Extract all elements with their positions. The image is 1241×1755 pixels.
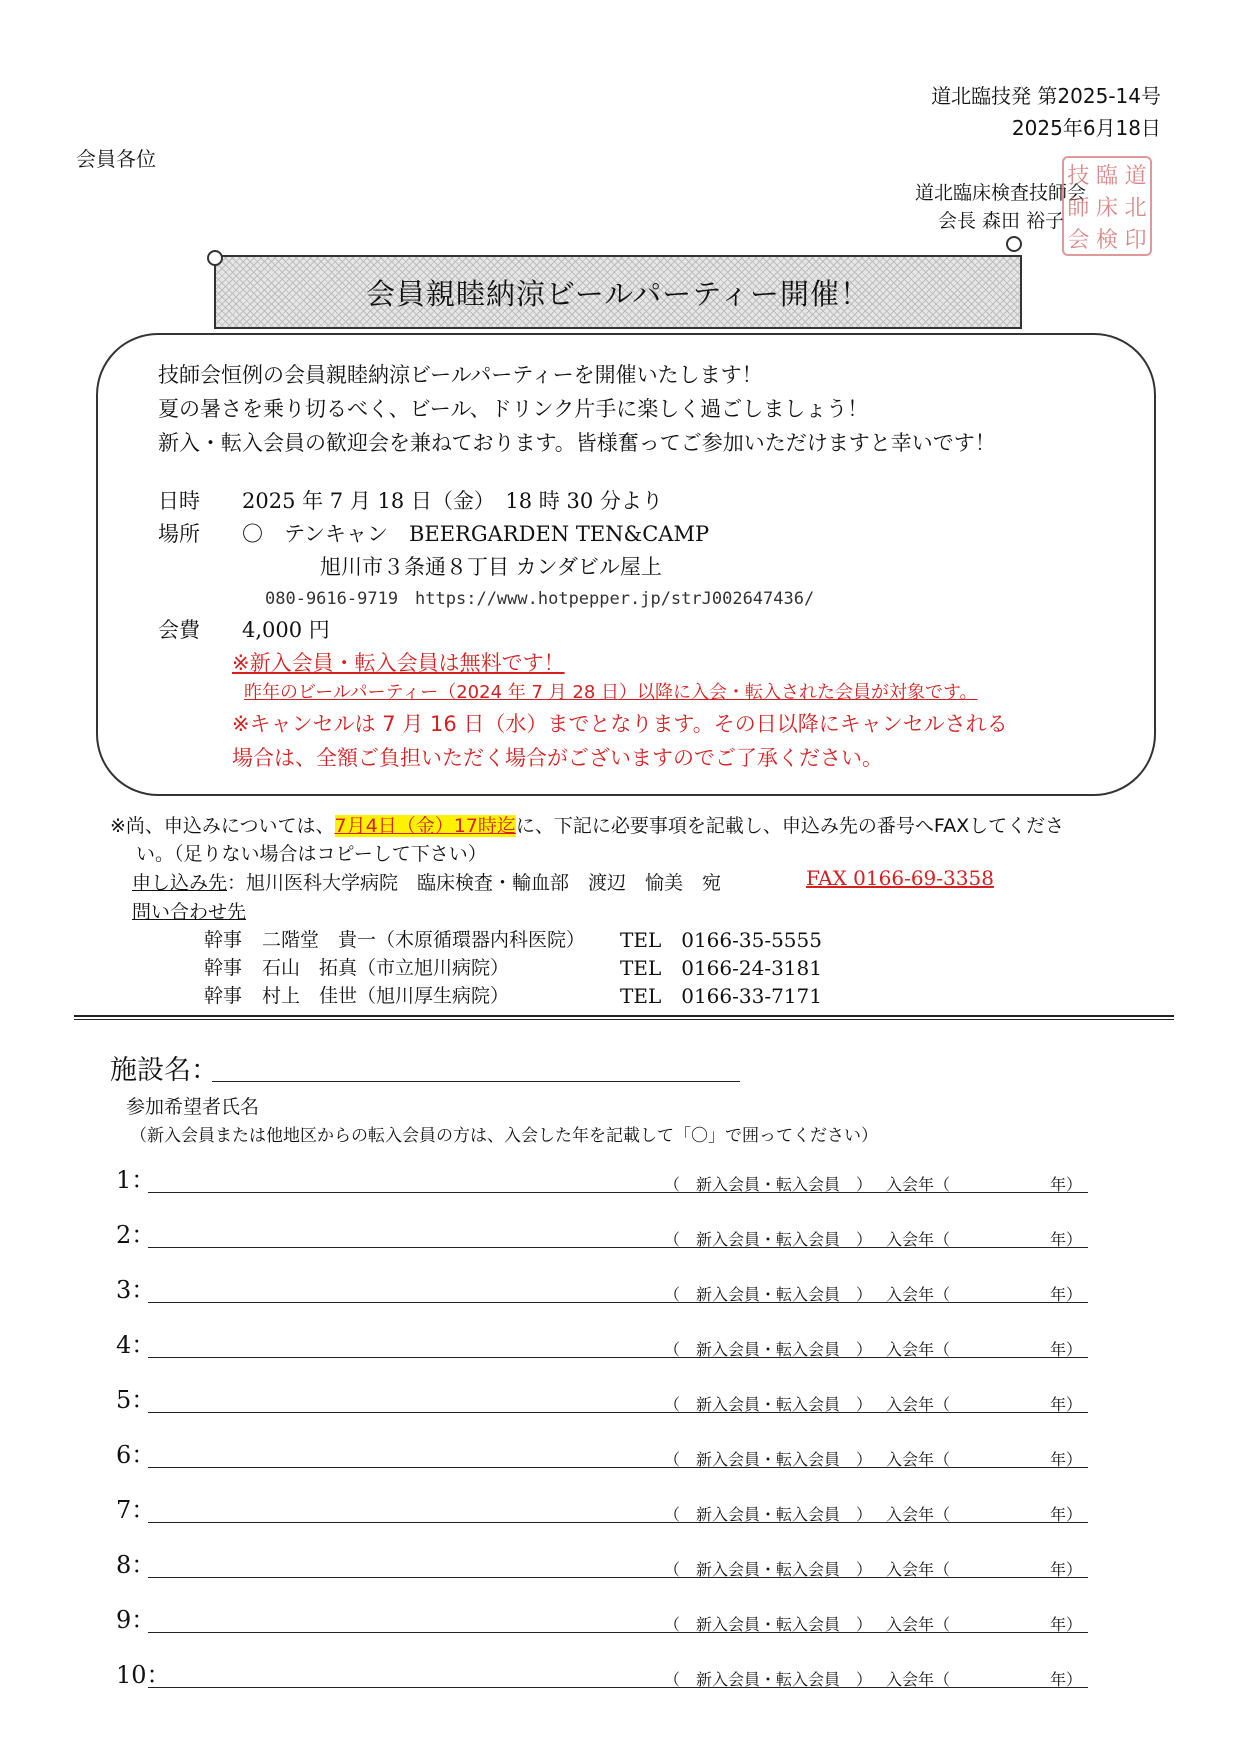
inquiry-label: 問い合わせ先 — [132, 901, 247, 923]
document-number: 道北臨技発 第2025-14号 — [931, 84, 1161, 108]
member-type-options[interactable]: （ 新入会員・転入会員 ） — [664, 1560, 873, 1579]
recipient: 会員各位 — [76, 147, 156, 171]
deadline-highlight: 7月4日（金）17時迄 — [334, 815, 516, 837]
join-year-label: 入会年（ — [886, 1340, 951, 1359]
contact-name-1: 二階堂 貴一（木原循環器内科医院） — [262, 929, 586, 951]
contact-name-3: 村上 佳世（旭川厚生病院） — [262, 985, 510, 1007]
intro-line-1: 技師会恒例の会員親睦納涼ビールパーティーを開催いたします！ — [158, 363, 763, 387]
row-number: 10： — [116, 1661, 171, 1689]
fee-value: 4,000 円 — [242, 618, 330, 642]
member-type-options[interactable]: （ 新入会員・転入会員 ） — [664, 1230, 873, 1249]
cancel-note-2: 場合は、全額ご負担いただく場合がございますのでご了承ください。 — [232, 746, 883, 770]
join-year-label: 入会年（ — [886, 1670, 951, 1689]
join-year-label: 入会年（ — [886, 1230, 951, 1249]
member-type-options[interactable]: （ 新入会員・転入会員 ） — [664, 1450, 873, 1469]
member-type-options[interactable]: （ 新入会員・転入会員 ） — [664, 1285, 873, 1304]
facility-name-field[interactable] — [212, 1051, 740, 1082]
contact-tel-3: TEL 0166-33-7171 — [620, 984, 822, 1008]
contact-role-3: 幹事 — [204, 985, 243, 1007]
join-year-end: 年） — [1050, 1340, 1083, 1359]
member-type-options[interactable]: （ 新入会員・転入会員 ） — [664, 1395, 873, 1414]
join-year-label: 入会年（ — [886, 1505, 951, 1524]
datetime-label: 日時 — [158, 489, 200, 513]
join-year-label: 入会年（ — [886, 1175, 951, 1194]
row-number: 9： — [116, 1606, 156, 1634]
destination-line: 申し込み先：旭川医科大学病院 臨床検査・輸血部 渡辺 愉美 宛 — [132, 872, 722, 894]
contact-tel-1: TEL 0166-35-5555 — [620, 928, 822, 952]
join-year-end: 年） — [1050, 1450, 1083, 1469]
official-seal-stamp: 技 臨 道 師 床 北 会 検 印 — [1062, 156, 1152, 256]
place-label: 場所 — [158, 522, 200, 546]
fee-note-eligibility: 昨年のビールパーティー（2024 年 7 月 28 日）以降に入会・転入された会員が対象です。 — [244, 682, 978, 703]
title-banner — [214, 255, 1022, 329]
join-year-end: 年） — [1050, 1175, 1083, 1194]
join-year-label: 入会年（ — [886, 1560, 951, 1579]
member-type-options[interactable]: （ 新入会員・転入会員 ） — [664, 1615, 873, 1634]
application-instructions: ※尚、申込みについては、7月4日（金）17時迄に、下記に必要事項を記載し、申込み先の番号へFAXしてくださ — [110, 815, 1065, 837]
divider-line-thin — [74, 1019, 1174, 1020]
contact-tel-2: TEL 0166-24-3181 — [620, 956, 822, 980]
member-type-options[interactable]: （ 新入会員・転入会員 ） — [664, 1505, 873, 1524]
fee-label: 会費 — [158, 618, 200, 642]
destination-label: 申し込み先 — [132, 872, 228, 894]
issue-date: 2025年6月18日 — [1011, 116, 1161, 140]
join-year-end: 年） — [1050, 1615, 1083, 1634]
join-year-end: 年） — [1050, 1560, 1083, 1579]
join-year-end: 年） — [1050, 1505, 1083, 1524]
join-year-end: 年） — [1050, 1670, 1083, 1689]
row-number: 1： — [116, 1166, 156, 1194]
row-number: 7： — [116, 1496, 156, 1524]
row-number: 5： — [116, 1386, 156, 1414]
row-number: 8： — [116, 1551, 156, 1579]
join-year-label: 入会年（ — [886, 1395, 951, 1414]
place-address: 旭川市３条通８丁目 カンダビル屋上 — [320, 555, 662, 579]
cancel-note-1: ※キャンセルは 7 月 16 日（水）までとなります。その日以降にキャンセルされる — [232, 712, 1008, 736]
join-year-label: 入会年（ — [886, 1285, 951, 1304]
join-year-end: 年） — [1050, 1285, 1083, 1304]
contact-role-2: 幹事 — [204, 957, 243, 979]
divider-line — [74, 1015, 1174, 1017]
scroll-curl-left-icon — [207, 250, 223, 266]
participants-note: （新入会員または他地区からの転入会員の方は、入会した年を記載して「〇」で囲ってください） — [130, 1126, 878, 1146]
intro-line-2: 夏の暑さを乗り切るべく、ビール、ドリンク片手に楽しく過ごしましょう！ — [158, 397, 869, 421]
intro-line-3: 新入・転入会員の歓迎会を兼ねております。皆様奮ってご参加いただけますと幸いです！ — [158, 431, 996, 455]
president-name: 会長 森田 裕子 — [938, 210, 1065, 232]
fax-number: FAX 0166-69-3358 — [806, 866, 994, 890]
join-year-end: 年） — [1050, 1395, 1083, 1414]
member-type-options[interactable]: （ 新入会員・転入会員 ） — [664, 1175, 873, 1194]
row-number: 6： — [116, 1441, 156, 1469]
participants-label: 参加希望者氏名 — [126, 1096, 260, 1118]
organization-name: 道北臨床検査技師会 — [915, 182, 1087, 204]
facility-label: 施設名： — [110, 1055, 218, 1086]
datetime-value: 2025 年 7 月 18 日（金） 18 時 30 分より — [242, 489, 663, 513]
banner-title: 会員親睦納涼ビールパーティー開催！ — [366, 276, 870, 311]
application-instructions-2: い。（足りない場合はコピーして下さい） — [136, 843, 487, 865]
row-number: 3： — [116, 1276, 156, 1304]
row-number: 4： — [116, 1331, 156, 1359]
row-number: 2： — [116, 1221, 156, 1249]
member-type-options[interactable]: （ 新入会員・転入会員 ） — [664, 1670, 873, 1689]
place-contact: 080-9616-9719 https://www.hotpepper.jp/strJ002647436/ — [265, 589, 815, 609]
scroll-curl-right-icon — [1006, 236, 1022, 252]
fee-note-free: ※新入会員・転入会員は無料です！ — [232, 651, 565, 675]
contact-role-1: 幹事 — [204, 929, 243, 951]
member-type-options[interactable]: （ 新入会員・転入会員 ） — [664, 1340, 873, 1359]
place-name: 〇 テンキャン BEERGARDEN TEN&CAMP — [242, 522, 710, 546]
join-year-end: 年） — [1050, 1230, 1083, 1249]
join-year-label: 入会年（ — [886, 1615, 951, 1634]
contact-name-2: 石山 拓真（市立旭川病院） — [262, 957, 510, 979]
join-year-label: 入会年（ — [886, 1450, 951, 1469]
